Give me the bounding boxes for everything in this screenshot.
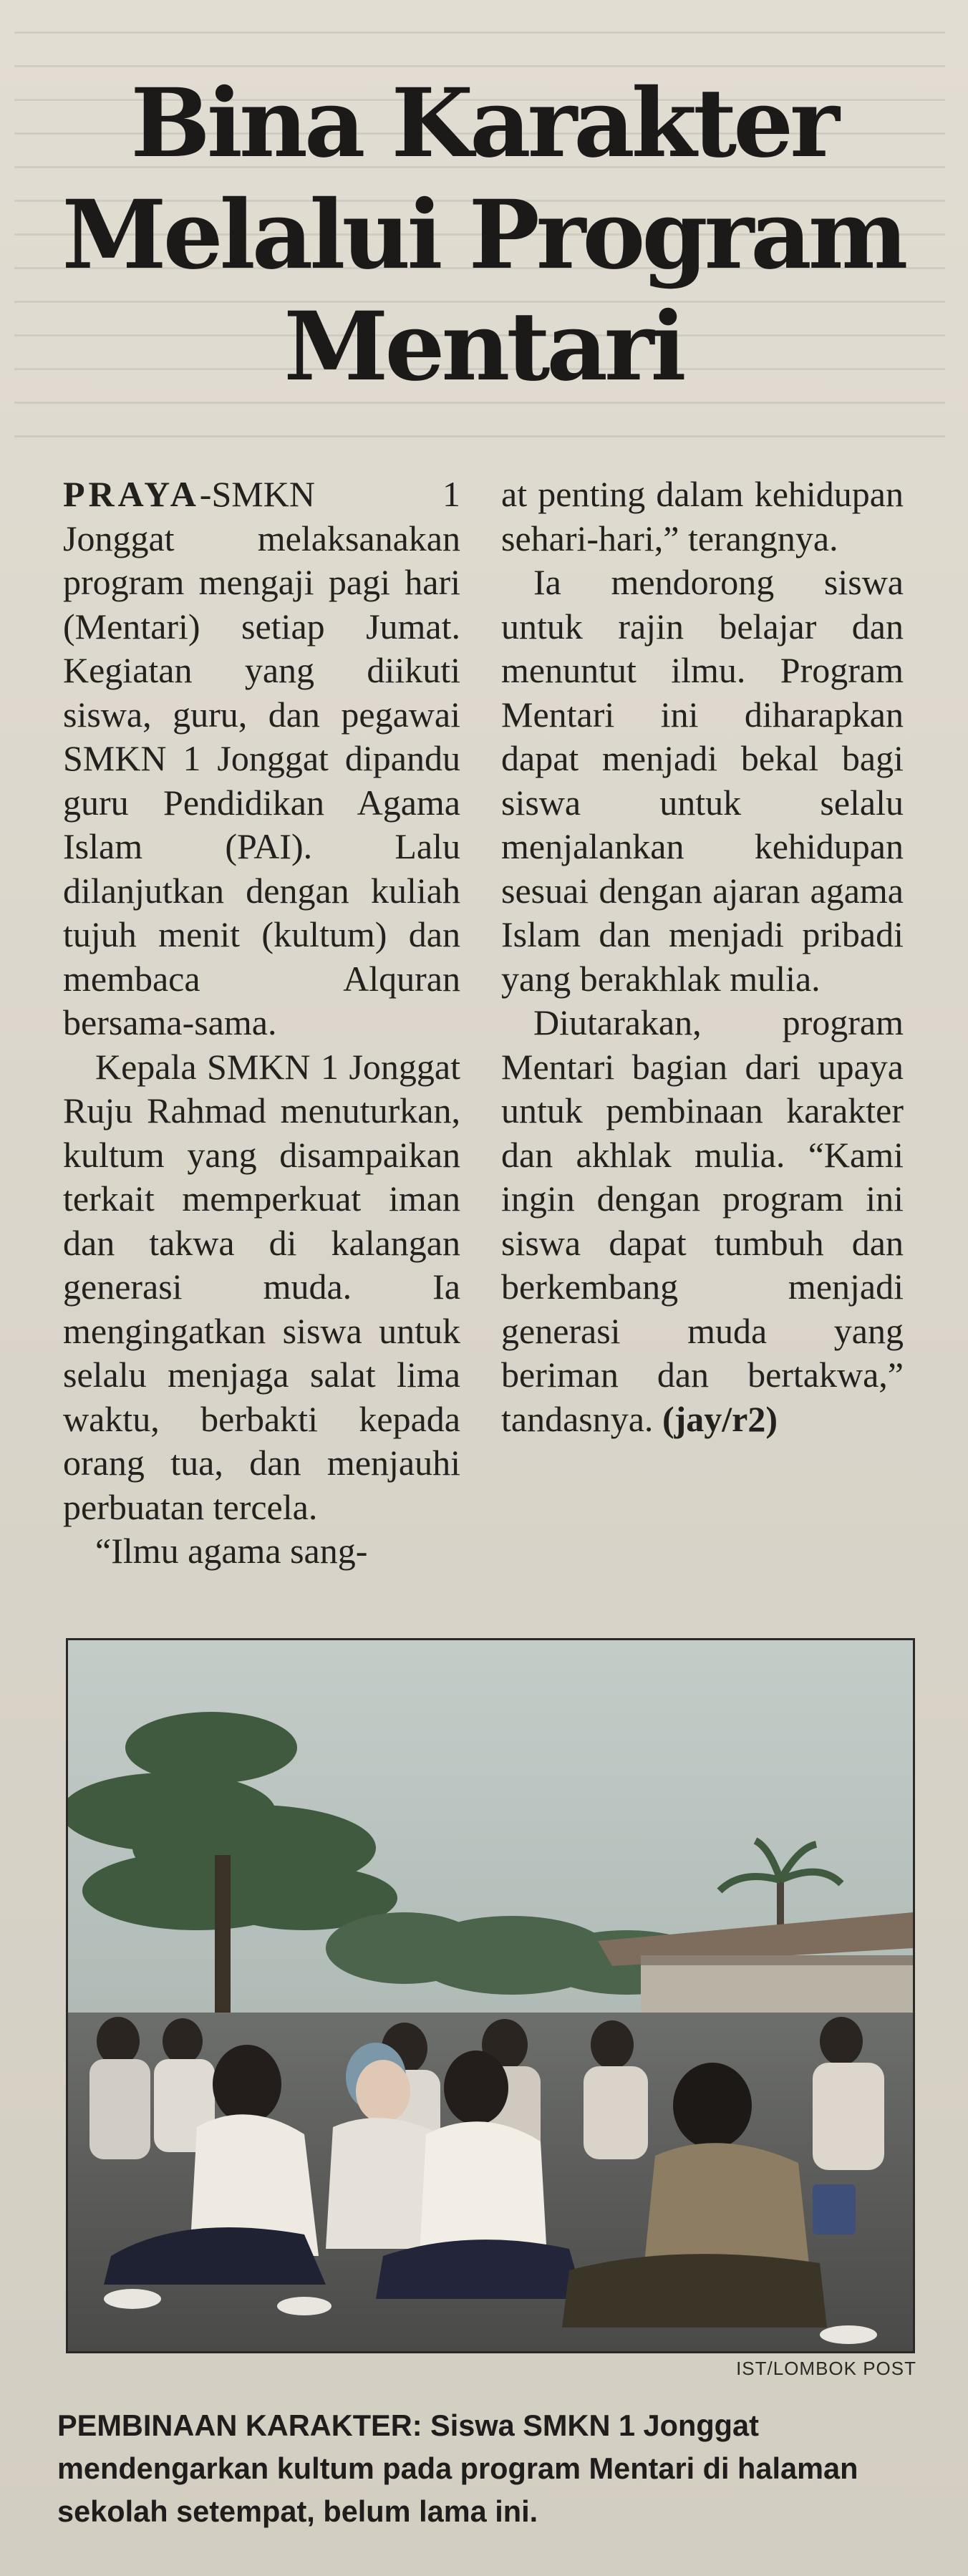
author-signature: (jay/r2) — [662, 1398, 778, 1439]
headline-line-1: Bina Karakter — [130, 68, 836, 179]
article-column-left — [63, 473, 460, 1574]
caption-text: Siswa SMKN 1 Jonggat mendengarkan kultum pada program Mentari di halaman sekolah setempat, belum lama ini. — [57, 2408, 858, 2528]
headline — [29, 68, 938, 403]
headline-line-2: Melalui Program — [62, 180, 905, 291]
paragraph-text: Diutarakan, program Mentari bagian dari upaya untuk pembinaan karakter dan akhlak mulia. “Kami ingin dengan program ini siswa dapat tumbuh dan berkembang menjadi generasi muda yang beriman dan bertakwa,” tandasnya. — [501, 1002, 904, 1439]
paragraph-text: -SMKN 1 Jonggat melaksanakan program mengaji pagi hari (Mentari) setiap Jumat. Kegiatan yang diikuti siswa, guru, dan pegawai SMKN 1 Jonggat dipandu guru Pendidikan Agama Islam (PAI). Lalu dilanjutkan dengan kuliah tujuh menit (kultum) dan membaca Alquran bersama-sama. — [63, 474, 460, 1042]
photo-illustration — [68, 1640, 913, 2351]
paragraph — [501, 1001, 904, 1441]
dateline: PRAYA — [63, 474, 200, 514]
photo-caption — [57, 2404, 916, 2533]
caption-lead: PEMBINAAN KARAKTER: — [57, 2408, 422, 2442]
paragraph: at penting dalam kehidupan sehari-hari,” terangnya. — [501, 474, 904, 558]
paragraph: Ia mendorong siswa untuk rajin belajar dan menuntut ilmu. Program Mentari ini diharapkan dapat menjadi bekal bagi siswa untuk selalu menjalankan kehidupan sesuai dengan ajaran agama Islam dan menjadi pribadi yang berakhlak mulia. — [501, 562, 904, 999]
paragraph: Kepala SMKN 1 Jonggat Ruju Rahmad menuturkan, kultum yang disampaikan terkait memperkuat iman dan takwa di kalangan generasi muda. Ia mengingatkan siswa untuk selalu menjaga salat lima waktu, berbakti kepada orang tua, dan menjauhi perbuatan tercela. — [63, 1046, 460, 1527]
paragraph — [63, 473, 460, 1045]
photo-credit: IST/LOMBOK POST — [736, 2358, 916, 2379]
paragraph: “Ilmu agama sang- — [95, 1531, 368, 1571]
news-photo — [66, 1638, 915, 2353]
article-column-right — [501, 473, 904, 1441]
headline-line-3: Mentari — [284, 291, 683, 402]
